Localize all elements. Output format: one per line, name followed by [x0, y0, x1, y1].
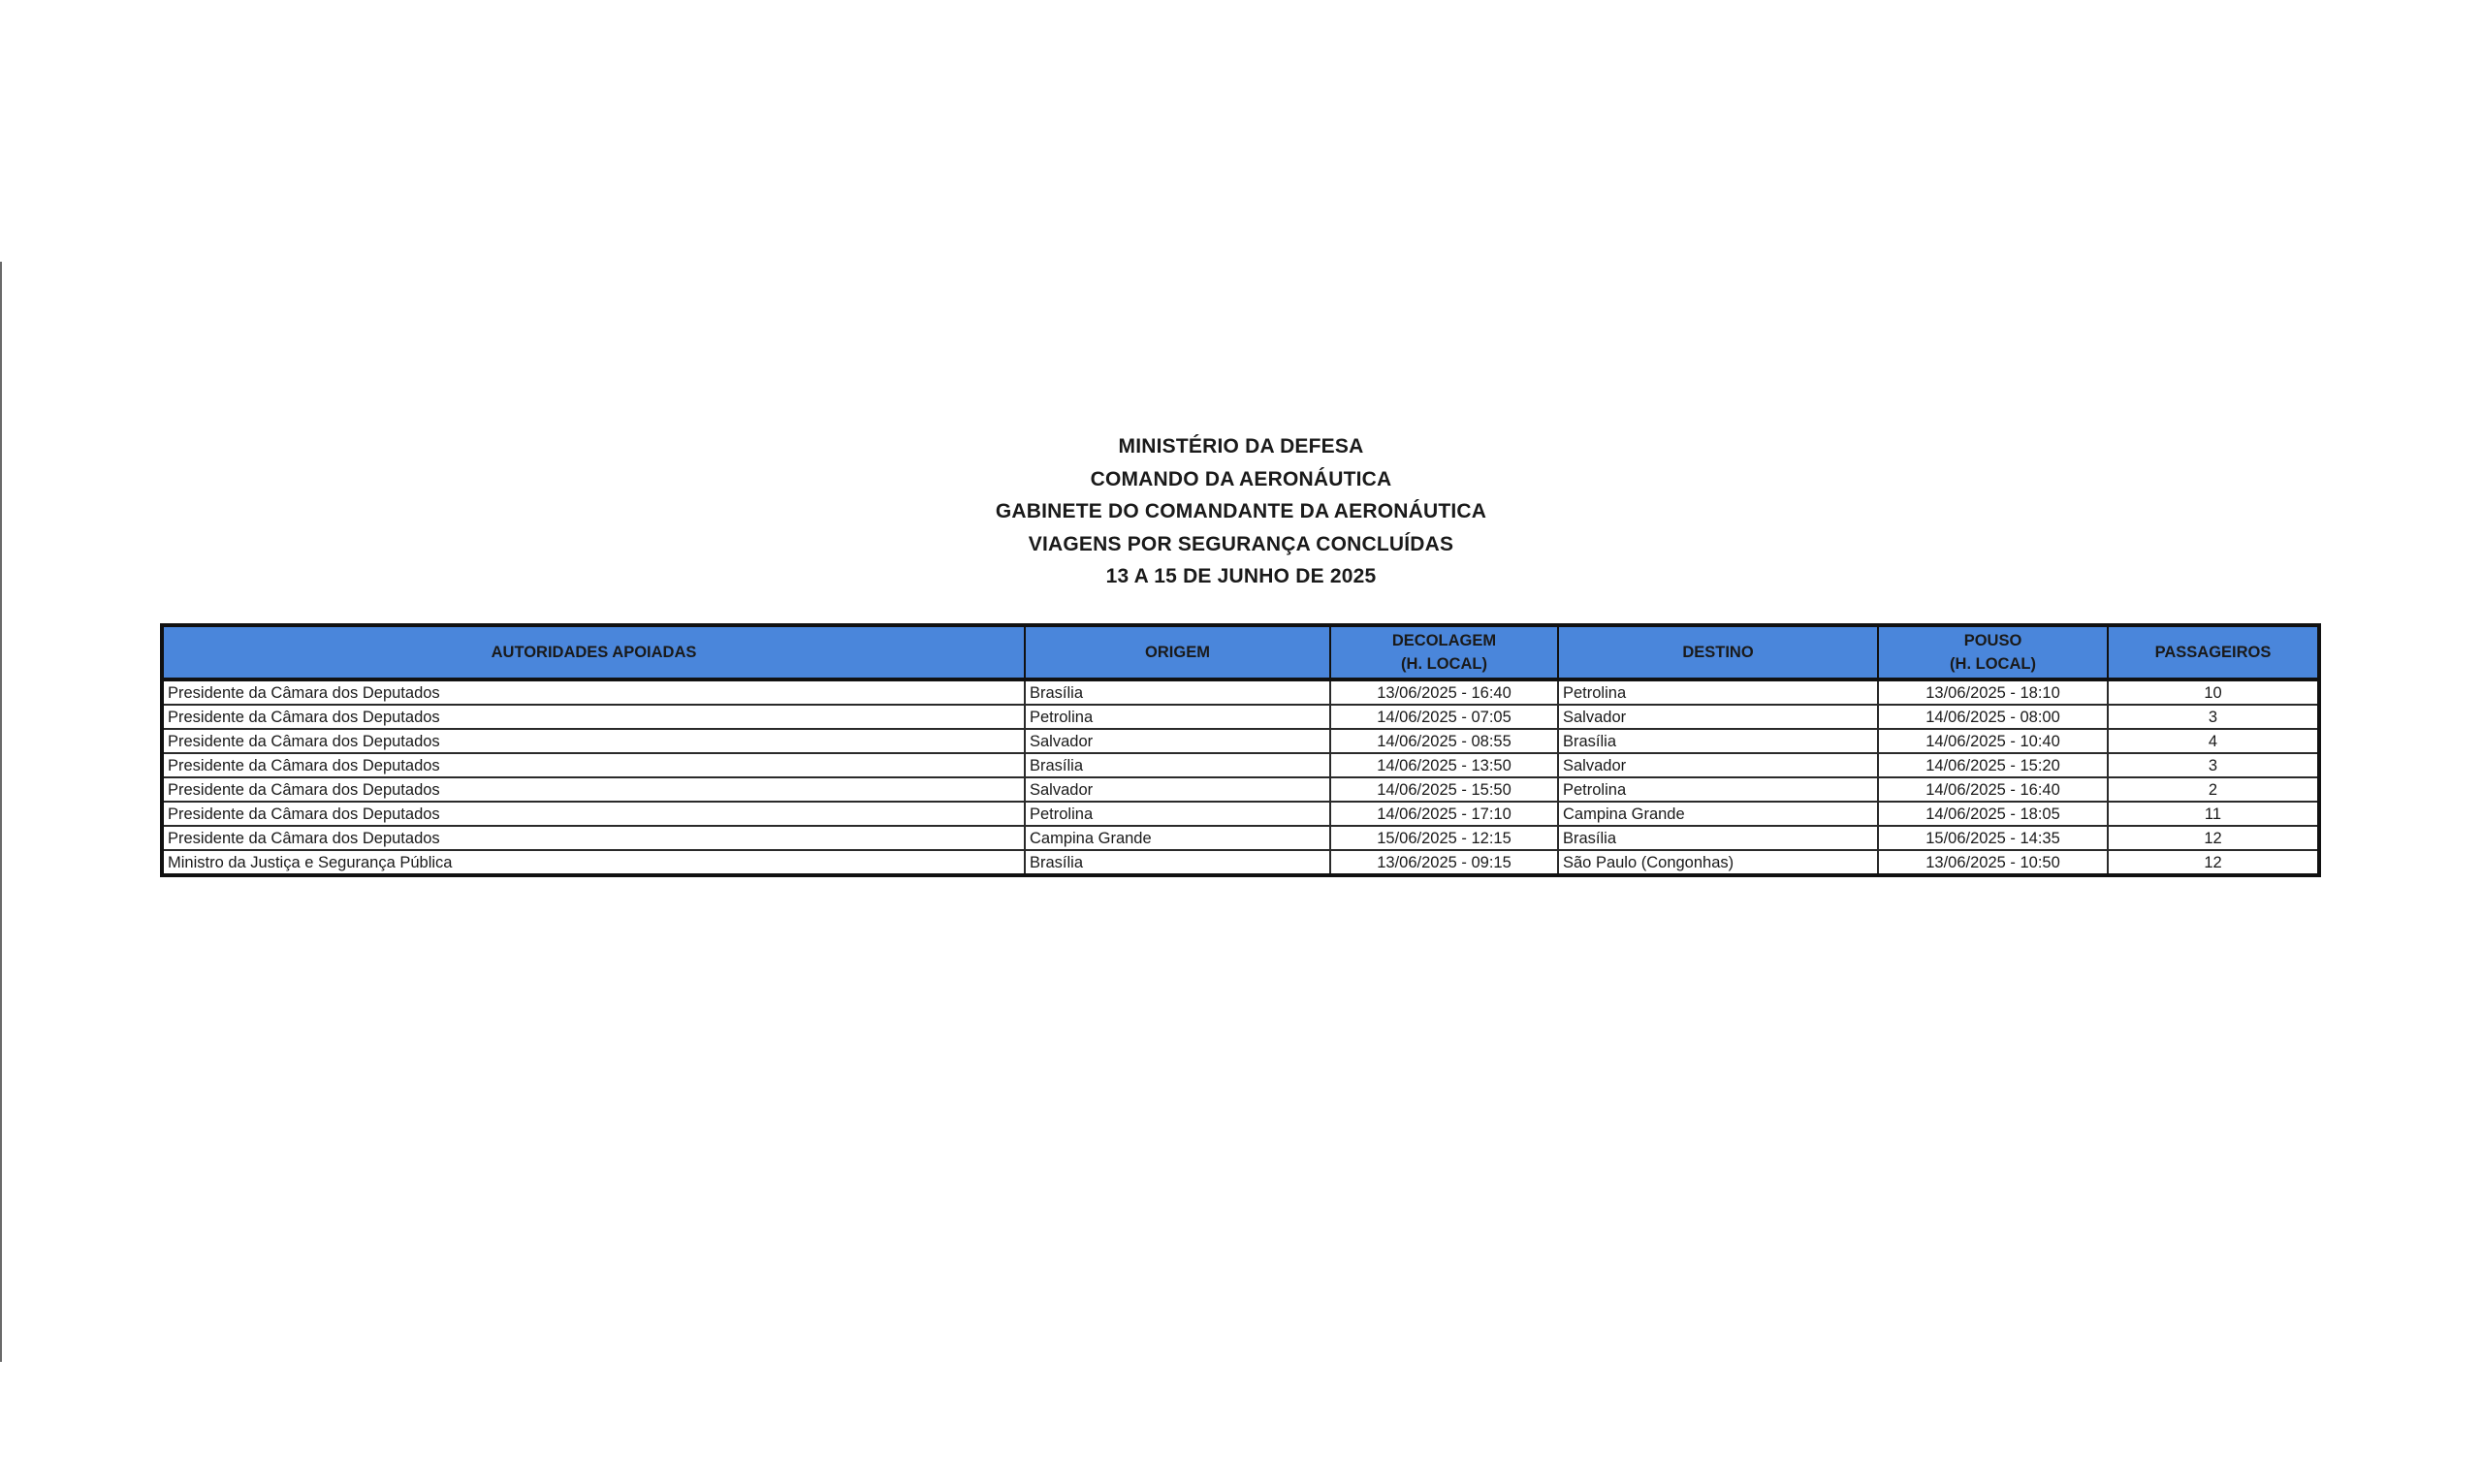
cell-authority: Presidente da Câmara dos Deputados [162, 679, 1025, 705]
cell-landing: 14/06/2025 - 18:05 [1878, 802, 2108, 826]
cell-origin: Campina Grande [1025, 826, 1330, 850]
cell-landing: 14/06/2025 - 15:20 [1878, 753, 2108, 777]
left-edge-rule [0, 262, 2, 1362]
cell-destination: Petrolina [1558, 777, 1878, 802]
cell-origin: Salvador [1025, 729, 1330, 753]
cell-destination: Campina Grande [1558, 802, 1878, 826]
cell-destination: Petrolina [1558, 679, 1878, 705]
table-row [162, 679, 2319, 705]
header-command: COMANDO DA AERONÁUTICA [1090, 467, 1392, 490]
header-ministry: MINISTÉRIO DA DEFESA [1118, 435, 1364, 458]
cell-landing: 13/06/2025 - 10:50 [1878, 850, 2108, 875]
table-row [162, 826, 2319, 850]
column-header-label: DESTINO [1682, 644, 1754, 661]
cell-authority: Presidente da Câmara dos Deputados [162, 826, 1025, 850]
cell-takeoff: 13/06/2025 - 16:40 [1330, 679, 1558, 705]
table-row [162, 777, 2319, 802]
cell-landing: 14/06/2025 - 16:40 [1878, 777, 2108, 802]
header-date-range: 13 A 15 DE JUNHO DE 2025 [1105, 565, 1377, 587]
header-cabinet: GABINETE DO COMANDANTE DA AERONÁUTICA [995, 500, 1487, 522]
cell-destination: Brasília [1558, 826, 1878, 850]
cell-origin: Salvador [1025, 777, 1330, 802]
cell-landing: 15/06/2025 - 14:35 [1878, 826, 2108, 850]
cell-destination: São Paulo (Congonhas) [1558, 850, 1878, 875]
cell-landing: 14/06/2025 - 08:00 [1878, 705, 2108, 729]
cell-passengers: 2 [2108, 777, 2319, 802]
cell-authority: Ministro da Justiça e Segurança Pública [162, 850, 1025, 875]
cell-authority: Presidente da Câmara dos Deputados [162, 729, 1025, 753]
document-header [0, 430, 2482, 593]
column-header-label: PASSAGEIROS [2154, 644, 2272, 661]
cell-takeoff: 14/06/2025 - 17:10 [1330, 802, 1558, 826]
cell-passengers: 3 [2108, 705, 2319, 729]
cell-takeoff: 14/06/2025 - 13:50 [1330, 753, 1558, 777]
cell-origin: Brasília [1025, 753, 1330, 777]
cell-takeoff: 14/06/2025 - 08:55 [1330, 729, 1558, 753]
flights-table-container [160, 623, 2317, 877]
cell-passengers: 11 [2108, 802, 2319, 826]
column-header-label: POUSO [1963, 632, 2022, 649]
cell-authority: Presidente da Câmara dos Deputados [162, 777, 1025, 802]
flights-table [160, 623, 2321, 877]
cell-authority: Presidente da Câmara dos Deputados [162, 802, 1025, 826]
table-header-row [162, 625, 2319, 679]
cell-passengers: 12 [2108, 826, 2319, 850]
cell-landing: 14/06/2025 - 10:40 [1878, 729, 2108, 753]
cell-origin: Brasília [1025, 850, 1330, 875]
column-header-label: ORIGEM [1145, 644, 1210, 661]
table-body [162, 679, 2319, 875]
cell-origin: Petrolina [1025, 802, 1330, 826]
cell-authority: Presidente da Câmara dos Deputados [162, 753, 1025, 777]
cell-destination: Brasília [1558, 729, 1878, 753]
column-header-label: DECOLAGEM [1391, 632, 1497, 649]
cell-passengers: 10 [2108, 679, 2319, 705]
table-row [162, 850, 2319, 875]
cell-origin: Petrolina [1025, 705, 1330, 729]
header-passengers [2108, 625, 2319, 679]
table-row [162, 753, 2319, 777]
header-destination [1558, 625, 1878, 679]
cell-takeoff: 14/06/2025 - 15:50 [1330, 777, 1558, 802]
header-report-title: VIAGENS POR SEGURANÇA CONCLUÍDAS [1028, 532, 1454, 555]
table-row [162, 705, 2319, 729]
cell-origin: Brasília [1025, 679, 1330, 705]
cell-destination: Salvador [1558, 753, 1878, 777]
cell-landing: 13/06/2025 - 18:10 [1878, 679, 2108, 705]
cell-passengers: 3 [2108, 753, 2319, 777]
column-header-sublabel: (H. LOCAL) [1401, 655, 1487, 673]
column-header-sublabel: (H. LOCAL) [1950, 655, 2036, 673]
header-takeoff [1330, 625, 1558, 679]
header-landing [1878, 625, 2108, 679]
cell-takeoff: 15/06/2025 - 12:15 [1330, 826, 1558, 850]
cell-authority: Presidente da Câmara dos Deputados [162, 705, 1025, 729]
header-origin [1025, 625, 1330, 679]
cell-passengers: 4 [2108, 729, 2319, 753]
cell-destination: Salvador [1558, 705, 1878, 729]
table-row [162, 802, 2319, 826]
cell-takeoff: 14/06/2025 - 07:05 [1330, 705, 1558, 729]
table-row [162, 729, 2319, 753]
column-header-label: AUTORIDADES APOIADAS [491, 644, 697, 661]
cell-passengers: 12 [2108, 850, 2319, 875]
header-authorities [162, 625, 1025, 679]
cell-takeoff: 13/06/2025 - 09:15 [1330, 850, 1558, 875]
